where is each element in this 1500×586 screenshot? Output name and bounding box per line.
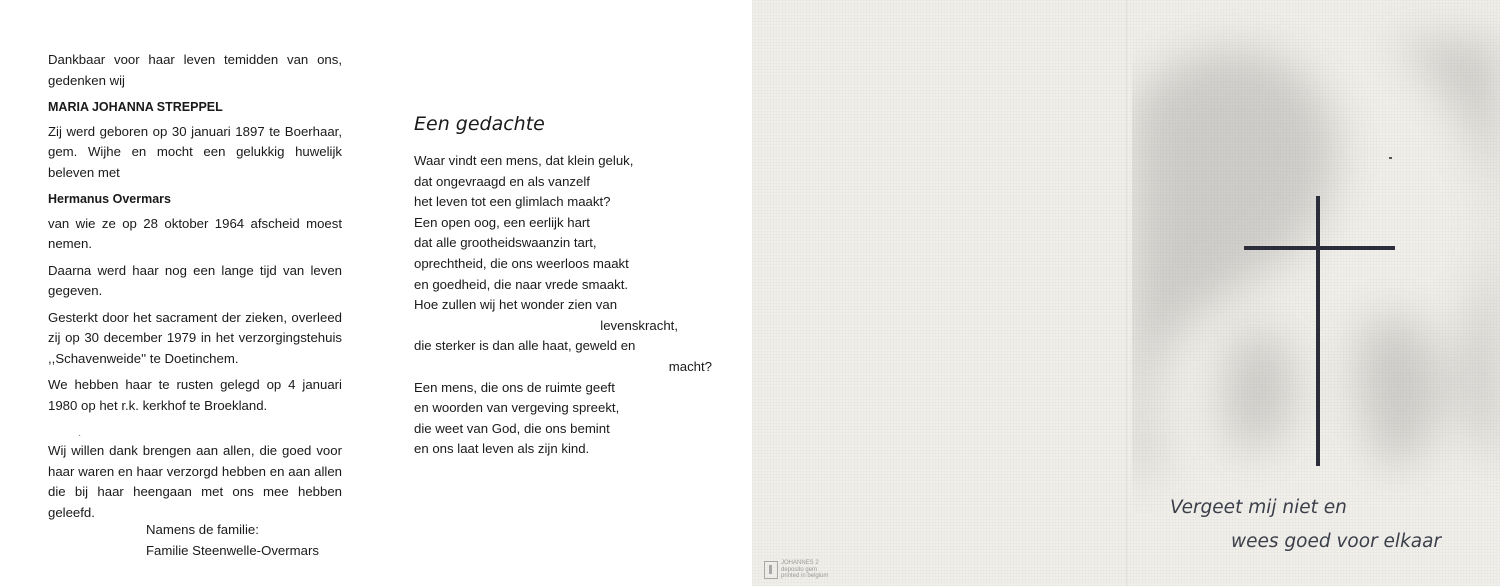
poem-line: Hoe zullen wij het wonder zien van xyxy=(414,297,618,313)
print-speck xyxy=(1389,157,1392,159)
poem-line: die sterker is dan alle haat, geweld en xyxy=(414,338,636,354)
poem-line: oprechtheid, die ons weerloos maakt xyxy=(414,255,629,271)
obituary-death: Gesterkt door het sacrament der zieken, overleed zij op 30 december 1979 in het verzorgingstehuis ,,Schavenweide'' te Doetinchem. xyxy=(48,309,342,366)
obituary-text-column xyxy=(48,50,342,558)
cross-icon-vertical xyxy=(1316,196,1320,466)
cross-icon-horizontal xyxy=(1244,246,1395,250)
card-fold-line xyxy=(1126,0,1127,586)
obituary-birth: Zij werd geboren op 30 januari 1897 te Boerhaar, gem. Wijhe en mocht een gelukkig huwelijk beleven met xyxy=(48,123,342,180)
obituary-burial: We hebben haar te rusten gelegd op 4 januari 1980 op het r.k. kerkhof te Broekland. xyxy=(48,377,342,413)
publisher-deposit: deposito gem xyxy=(781,566,818,573)
poem-title: Een gedachte xyxy=(414,113,545,135)
publisher-mark xyxy=(764,559,850,581)
poem-line: macht? xyxy=(668,358,712,374)
poem-line: het leven tot een glimlach maakt? xyxy=(414,194,611,210)
poem-line: die weet van God, die ons bemint xyxy=(414,420,610,436)
signature-line-1: Namens de familie: xyxy=(146,522,259,537)
card-cover xyxy=(752,0,1500,586)
deceased-name: MARIA JOHANNA STREPPEL xyxy=(48,100,223,114)
poem-line: dat alle grootheidswaanzin tart, xyxy=(414,235,597,251)
obituary-intro: Dankbaar voor haar leven temidden van ons, gedenken wij xyxy=(48,52,342,88)
poem xyxy=(414,151,712,460)
signature-line-2: Familie Steenwelle-Overmars xyxy=(146,542,319,558)
poem-line: en woorden van vergeving spreekt, xyxy=(414,400,620,416)
poem-line: en ons laat leven als zijn kind. xyxy=(414,441,590,457)
obituary-spouse-death: van wie ze op 28 oktober 1964 afscheid moest nemen. xyxy=(48,215,342,251)
publisher-name: JOHANNES 2 xyxy=(781,560,819,566)
publisher-logo-icon xyxy=(764,561,778,579)
cover-verse-line-1: Vergeet mij niet en xyxy=(1170,497,1347,518)
poem-line: en goedheid, die naar vrede smaakt. xyxy=(414,276,629,292)
obituary-long-life: Daarna werd haar nog een lange tijd van leven gegeven. xyxy=(48,262,342,298)
publisher-printed: printed in belgium xyxy=(781,573,829,579)
cover-verse-line-2: wees goed voor elkaar xyxy=(1231,531,1442,552)
poem-line: dat ongevraagd en als vanzelf xyxy=(414,173,590,189)
stray-dot: · xyxy=(78,430,82,441)
poem-line: levenskracht, xyxy=(600,317,678,333)
poem-line: Waar vindt een mens, dat klein geluk, xyxy=(414,153,634,168)
poem-line: Een mens, die ons de ruimte geeft xyxy=(414,379,615,395)
spouse-name: Hermanus Overmars xyxy=(48,192,171,206)
family-signature xyxy=(146,520,376,561)
obituary-thanks: Wij willen dank brengen aan allen, die goed voor haar waren en haar verzorgd hebben en aan allen die bij haar heengaan met ons mee hebben geleefd. xyxy=(48,443,342,520)
poem-line: Een open oog, een eerlijk hart xyxy=(414,214,590,230)
